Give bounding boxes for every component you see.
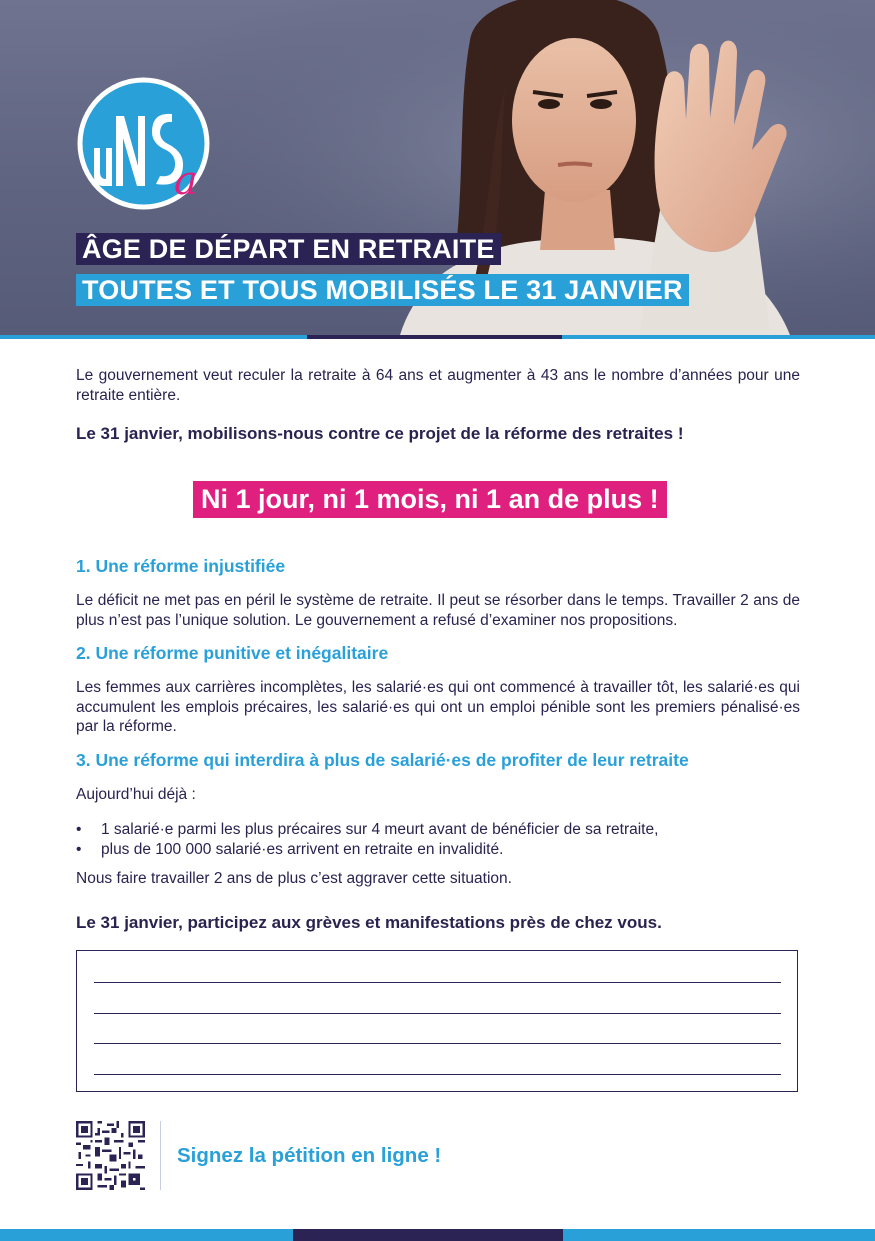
list-item: • 1 salarié·e parmi les plus précaires sur 4 meurt avant de bénéficier de sa retraite,: [76, 820, 658, 840]
hero-banner: [0, 0, 875, 335]
section-3-outro: Nous faire travailler 2 ans de plus c’est aggraver cette situation.: [76, 870, 512, 887]
logo-letter-a: a: [174, 158, 198, 204]
section-1-text: Le déficit ne met pas en péril le système de retraite. Il peut se résorber dans le temps. Travailler 2 ans de plus n’est pas l’unique solution. Le gouvernement a refusé d’examiner nos propositions.: [76, 592, 800, 629]
list-item: • plus de 100 000 salarié·es arrivent en retraite en invalidité.: [76, 840, 658, 860]
write-in-box[interactable]: [76, 950, 798, 1092]
intro-call: Le 31 janvier, mobilisons-nous contre ce projet de la réforme des retraites !: [76, 424, 684, 443]
section-2-heading: 2. Une réforme punitive et inégalitaire: [76, 643, 389, 663]
unsa-logo: [76, 76, 211, 211]
section-3-intro: Aujourd’hui déjà :: [76, 786, 196, 803]
write-line[interactable]: [94, 1074, 781, 1075]
closing-call: Le 31 janvier, participez aux grèves et manifestations près de chez vous.: [76, 913, 662, 932]
write-line[interactable]: [94, 1043, 781, 1044]
intro-paragraph: Le gouvernement veut reculer la retraite à 64 ans et augmenter à 43 ans le nombre d’années pour une retraite entière.: [76, 367, 800, 404]
slogan-banner: Ni 1 jour, ni 1 mois, ni 1 an de plus !: [193, 481, 667, 518]
hero-divider: [0, 335, 875, 339]
section-3-heading: 3. Une réforme qui interdira à plus de salarié·es de profiter de leur retraite: [76, 750, 689, 770]
section-3-bullet-list: [76, 820, 658, 860]
title-line-1: ÂGE DE DÉPART EN RETRAITE: [76, 233, 501, 265]
write-line[interactable]: [94, 1013, 781, 1014]
footer-bar: [0, 1229, 875, 1241]
section-2-text: Les femmes aux carrières incomplètes, les salarié·es qui ont commencé à travailler tôt, les salarié·es qui accumulent les emplois précaires, les salarié·es qui ont un emploi pénible sont les premiers pénalisé·es par la réforme.: [76, 679, 800, 735]
petition-link[interactable]: Signez la pétition en ligne !: [177, 1144, 442, 1167]
qr-code-icon[interactable]: [76, 1121, 145, 1190]
write-line[interactable]: [94, 982, 781, 983]
section-1-heading: 1. Une réforme injustifiée: [76, 556, 286, 576]
footer-divider: [160, 1121, 161, 1190]
title-line-2: TOUTES ET TOUS MOBILISÉS LE 31 JANVIER: [76, 274, 689, 306]
logo-text: uNSa: [76, 76, 79, 77]
